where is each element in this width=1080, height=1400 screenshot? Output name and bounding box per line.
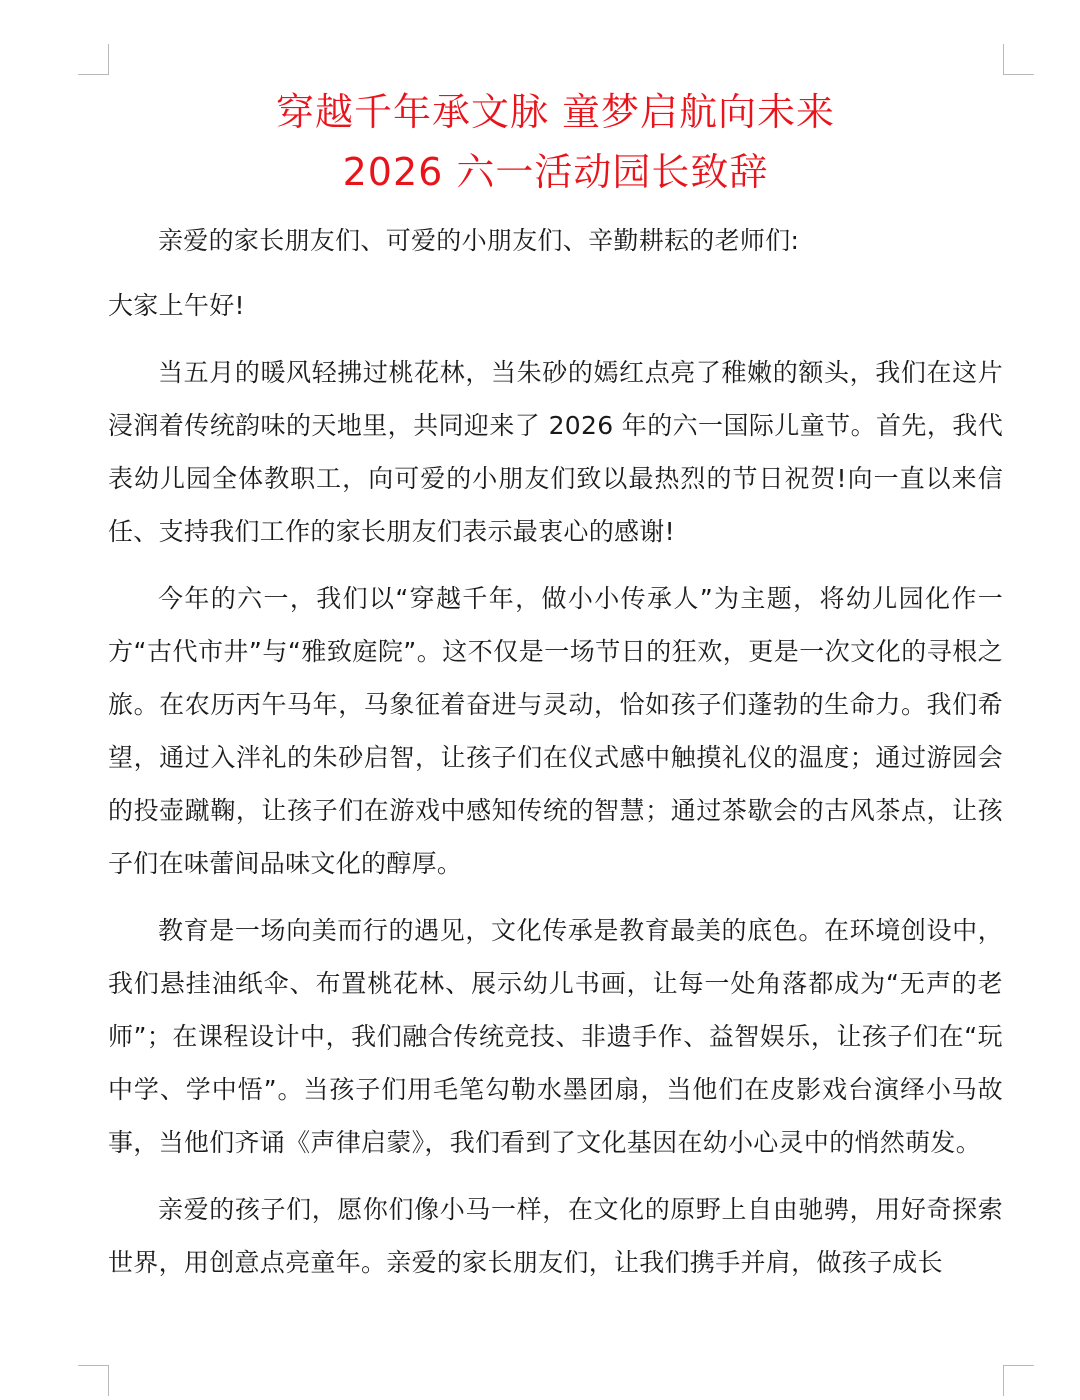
document-title-line-1: 穿越千年承文脉 童梦启航向未来 — [275, 90, 836, 134]
body-paragraph-4: 亲爱的孩子们，愿你们像小马一样，在文化的原野上自由驰骋，用好奇探索世界，用创意点亮童年。亲爱的家长朋友们，让我们携手并肩，做孩子成长 — [108, 1195, 1003, 1277]
document-page — [108, 84, 1003, 1289]
salutation: 亲爱的家长朋友们、可爱的小朋友们、辛勤耕耘的老师们: — [158, 226, 800, 255]
document-title-line-2: 2026 六一活动园长致辞 — [342, 150, 769, 194]
page-corner-mark-bottom-right — [1003, 1365, 1034, 1396]
page-corner-mark-top-right — [1003, 44, 1034, 75]
body-paragraph-1: 当五月的暖风轻拂过桃花林，当朱砂的嫣红点亮了稚嫩的额头，我们在这片浸润着传统韵味的天地里，共同迎来了 2026 年的六一国际儿童节。首先，我代表幼儿园全体教职工，向可爱的小朋友们致以最热烈的节日祝贺!向一直以来信任、支持我们工作的家长朋友们表示最衷心的感谢! — [108, 358, 1003, 546]
body-paragraph-3: 教育是一场向美而行的遇见，文化传承是教育最美的底色。在环境创设中，我们悬挂油纸伞、布置桃花林、展示幼儿书画，让每一处角落都成为“无声的老师”；在课程设计中，我们融合传统竞技、非遗手作、益智娱乐，让孩子们在“玩中学、学中悟”。当孩子们用毛笔勾勒水墨团扇，当他们在皮影戏台演绎小马故事，当他们齐诵《声律启蒙》，我们看到了文化基因在幼小心灵中的悄然萌发。 — [108, 916, 1003, 1157]
body-paragraph-2: 今年的六一，我们以“穿越千年，做小小传承人”为主题，将幼儿园化作一方“古代市井”与“雅致庭院”。这不仅是一场节日的狂欢，更是一次文化的寻根之旅。在农历丙午马年，马象征着奋进与灵动，恰如孩子们蓬勃的生命力。我们希望，通过入泮礼的朱砂启智，让孩子们在仪式感中触摸礼仪的温度；通过游园会的投壶蹴鞠，让孩子们在游戏中感知传统的智慧；通过茶歇会的古风茶点，让孩子们在味蕾间品味文化的醇厚。 — [108, 584, 1003, 878]
page-corner-mark-top-left — [78, 44, 109, 75]
page-corner-mark-bottom-left — [78, 1365, 109, 1396]
greeting: 大家上午好! — [108, 291, 245, 320]
